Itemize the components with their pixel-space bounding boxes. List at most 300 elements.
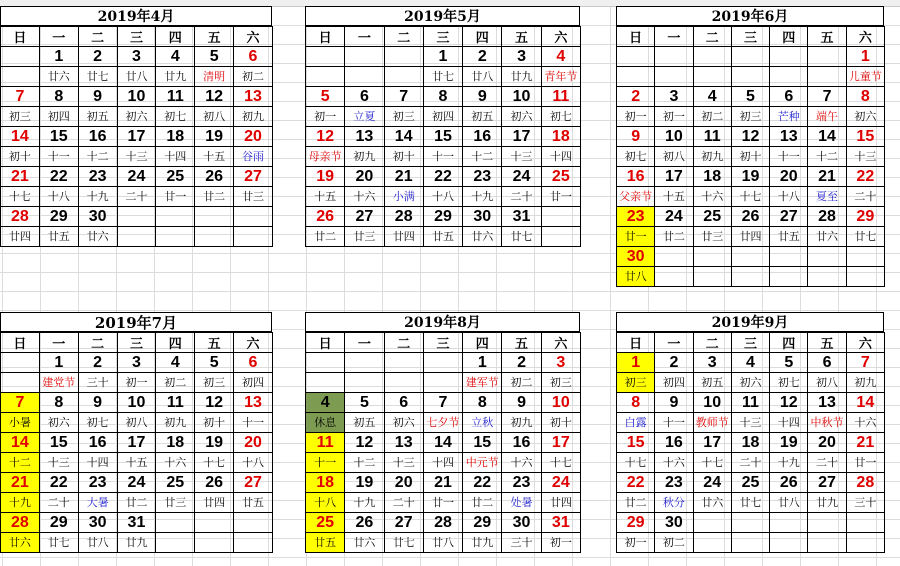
empty-cell[interactable] — [1, 47, 40, 67]
lunar-label[interactable]: 廿九 — [156, 67, 195, 87]
lunar-label[interactable]: 初三 — [384, 107, 423, 127]
day-number[interactable]: 12 — [195, 393, 234, 413]
lunar-label[interactable]: 廿三 — [156, 493, 195, 513]
empty-cell[interactable] — [770, 533, 808, 553]
lunar-label[interactable]: 十八 — [423, 187, 462, 207]
lunar-label[interactable]: 廿九 — [808, 493, 846, 513]
lunar-label[interactable]: 母亲节 — [306, 147, 345, 167]
day-number[interactable]: 17 — [693, 433, 731, 453]
day-number[interactable]: 13 — [808, 393, 846, 413]
day-number[interactable]: 23 — [617, 207, 655, 227]
weekday-header[interactable]: 六 — [234, 27, 273, 47]
day-number[interactable]: 6 — [234, 353, 273, 373]
lunar-label[interactable]: 十二 — [345, 453, 384, 473]
day-number[interactable]: 2 — [655, 353, 693, 373]
day-number[interactable]: 31 — [541, 513, 580, 533]
day-number[interactable]: 14 — [846, 393, 884, 413]
day-number[interactable]: 3 — [693, 353, 731, 373]
empty-cell[interactable] — [846, 533, 884, 553]
lunar-label[interactable]: 初三 — [617, 373, 655, 393]
lunar-label[interactable]: 教师节 — [693, 413, 731, 433]
day-number[interactable]: 4 — [306, 393, 345, 413]
lunar-label[interactable]: 三十 — [846, 493, 884, 513]
lunar-label[interactable]: 初八 — [808, 373, 846, 393]
lunar-label[interactable]: 十一 — [770, 147, 808, 167]
lunar-label[interactable]: 十五 — [195, 147, 234, 167]
day-number[interactable]: 19 — [731, 167, 769, 187]
day-number[interactable]: 28 — [808, 207, 846, 227]
day-number[interactable]: 15 — [463, 433, 502, 453]
day-number[interactable]: 22 — [423, 167, 462, 187]
lunar-label[interactable]: 廿八 — [770, 493, 808, 513]
empty-cell[interactable] — [234, 227, 273, 247]
lunar-label[interactable]: 廿五 — [306, 533, 345, 553]
day-number[interactable]: 19 — [195, 127, 234, 147]
day-number[interactable]: 12 — [195, 87, 234, 107]
day-number[interactable]: 30 — [655, 513, 693, 533]
day-number[interactable]: 13 — [345, 127, 384, 147]
day-number[interactable]: 28 — [1, 207, 40, 227]
day-number[interactable]: 23 — [463, 167, 502, 187]
empty-cell[interactable] — [195, 513, 234, 533]
day-number[interactable]: 10 — [117, 87, 156, 107]
lunar-label[interactable]: 七夕节 — [423, 413, 462, 433]
lunar-label[interactable]: 谷雨 — [234, 147, 273, 167]
weekday-header[interactable]: 四 — [770, 27, 808, 47]
empty-cell[interactable] — [808, 67, 846, 87]
lunar-label[interactable]: 二十 — [502, 187, 541, 207]
lunar-label[interactable]: 初二 — [156, 373, 195, 393]
lunar-label[interactable]: 廿二 — [655, 227, 693, 247]
lunar-label[interactable]: 初二 — [693, 107, 731, 127]
lunar-label[interactable]: 廿六 — [78, 227, 117, 247]
day-number[interactable]: 6 — [808, 353, 846, 373]
weekday-header[interactable]: 四 — [770, 333, 808, 353]
lunar-label[interactable]: 初五 — [345, 413, 384, 433]
day-number[interactable]: 17 — [117, 433, 156, 453]
lunar-label[interactable]: 十一 — [39, 147, 78, 167]
lunar-label[interactable]: 十三 — [384, 453, 423, 473]
lunar-label[interactable]: 廿七 — [423, 67, 462, 87]
lunar-label[interactable]: 十七 — [617, 453, 655, 473]
lunar-label[interactable]: 初一 — [655, 107, 693, 127]
lunar-label[interactable]: 十三 — [117, 147, 156, 167]
day-number[interactable]: 11 — [156, 393, 195, 413]
lunar-label[interactable]: 三十 — [78, 373, 117, 393]
day-number[interactable]: 17 — [541, 433, 580, 453]
lunar-label[interactable]: 廿二 — [463, 493, 502, 513]
weekday-header[interactable]: 三 — [117, 333, 156, 353]
lunar-label[interactable]: 十二 — [808, 147, 846, 167]
lunar-label[interactable]: 十八 — [39, 187, 78, 207]
day-number[interactable]: 4 — [156, 47, 195, 67]
lunar-label[interactable]: 初九 — [502, 413, 541, 433]
day-number[interactable]: 12 — [306, 127, 345, 147]
lunar-label[interactable]: 儿童节 — [846, 67, 884, 87]
weekday-header[interactable]: 一 — [39, 27, 78, 47]
lunar-label[interactable]: 初三 — [1, 107, 40, 127]
lunar-label[interactable]: 十八 — [234, 453, 273, 473]
lunar-label[interactable]: 初六 — [117, 107, 156, 127]
day-number[interactable]: 10 — [502, 87, 541, 107]
weekday-header[interactable]: 日 — [1, 27, 40, 47]
day-number[interactable]: 22 — [846, 167, 884, 187]
lunar-label[interactable]: 初七 — [770, 373, 808, 393]
weekday-header[interactable]: 五 — [808, 333, 846, 353]
day-number[interactable]: 20 — [770, 167, 808, 187]
day-number[interactable]: 26 — [195, 473, 234, 493]
day-number[interactable]: 28 — [846, 473, 884, 493]
weekday-header[interactable]: 六 — [846, 333, 884, 353]
day-number[interactable]: 9 — [655, 393, 693, 413]
weekday-header[interactable]: 三 — [117, 27, 156, 47]
lunar-label[interactable]: 初二 — [655, 533, 693, 553]
lunar-label[interactable]: 初七 — [78, 413, 117, 433]
empty-cell[interactable] — [808, 533, 846, 553]
lunar-label[interactable]: 十六 — [655, 453, 693, 473]
lunar-label[interactable]: 廿七 — [731, 493, 769, 513]
empty-cell[interactable] — [306, 47, 345, 67]
empty-cell[interactable] — [770, 247, 808, 267]
lunar-label[interactable]: 二十 — [846, 187, 884, 207]
day-number[interactable]: 23 — [78, 167, 117, 187]
day-number[interactable]: 15 — [423, 127, 462, 147]
day-number[interactable]: 1 — [39, 47, 78, 67]
lunar-label[interactable]: 初三 — [195, 373, 234, 393]
empty-cell[interactable] — [808, 47, 846, 67]
lunar-label[interactable]: 廿七 — [846, 227, 884, 247]
lunar-label[interactable]: 立秋 — [463, 413, 502, 433]
lunar-label[interactable]: 初八 — [655, 147, 693, 167]
lunar-label[interactable]: 芒种 — [770, 107, 808, 127]
lunar-label[interactable]: 初八 — [117, 413, 156, 433]
lunar-label[interactable]: 廿一 — [541, 187, 580, 207]
day-number[interactable]: 2 — [502, 353, 541, 373]
weekday-header[interactable]: 五 — [195, 333, 234, 353]
day-number[interactable]: 21 — [384, 167, 423, 187]
lunar-label[interactable]: 廿二 — [306, 227, 345, 247]
lunar-label[interactable]: 十三 — [502, 147, 541, 167]
weekday-header[interactable]: 一 — [655, 27, 693, 47]
day-number[interactable]: 16 — [502, 433, 541, 453]
empty-cell[interactable] — [770, 47, 808, 67]
day-number[interactable]: 25 — [156, 473, 195, 493]
empty-cell[interactable] — [384, 373, 423, 393]
lunar-label[interactable]: 廿三 — [693, 227, 731, 247]
lunar-label[interactable]: 廿四 — [195, 493, 234, 513]
lunar-label[interactable]: 十九 — [1, 493, 40, 513]
lunar-label[interactable]: 夏至 — [808, 187, 846, 207]
empty-cell[interactable] — [808, 513, 846, 533]
weekday-header[interactable]: 二 — [693, 333, 731, 353]
empty-cell[interactable] — [306, 353, 345, 373]
lunar-label[interactable]: 廿八 — [117, 67, 156, 87]
lunar-label[interactable]: 二十 — [731, 453, 769, 473]
day-number[interactable]: 29 — [39, 207, 78, 227]
day-number[interactable]: 6 — [234, 47, 273, 67]
empty-cell[interactable] — [770, 513, 808, 533]
lunar-label[interactable]: 十六 — [502, 453, 541, 473]
lunar-label[interactable]: 初四 — [423, 107, 462, 127]
day-number[interactable]: 26 — [345, 513, 384, 533]
day-number[interactable]: 1 — [423, 47, 462, 67]
day-number[interactable]: 7 — [808, 87, 846, 107]
day-number[interactable]: 24 — [117, 473, 156, 493]
lunar-label[interactable]: 十五 — [655, 187, 693, 207]
lunar-label[interactable]: 初四 — [39, 107, 78, 127]
day-number[interactable]: 28 — [384, 207, 423, 227]
empty-cell[interactable] — [234, 207, 273, 227]
lunar-label[interactable]: 十八 — [306, 493, 345, 513]
empty-cell[interactable] — [156, 513, 195, 533]
empty-cell[interactable] — [693, 513, 731, 533]
empty-cell[interactable] — [345, 373, 384, 393]
lunar-label[interactable]: 二十 — [117, 187, 156, 207]
empty-cell[interactable] — [384, 47, 423, 67]
day-number[interactable]: 27 — [345, 207, 384, 227]
lunar-label[interactable]: 初一 — [617, 533, 655, 553]
empty-cell[interactable] — [731, 267, 769, 287]
weekday-header[interactable]: 日 — [617, 27, 655, 47]
day-number[interactable]: 17 — [655, 167, 693, 187]
day-number[interactable]: 13 — [384, 433, 423, 453]
day-number[interactable]: 20 — [234, 127, 273, 147]
lunar-label[interactable]: 小满 — [384, 187, 423, 207]
day-number[interactable]: 1 — [617, 353, 655, 373]
day-number[interactable]: 7 — [1, 87, 40, 107]
weekday-header[interactable]: 六 — [541, 333, 580, 353]
day-number[interactable]: 1 — [846, 47, 884, 67]
lunar-label[interactable]: 廿一 — [617, 227, 655, 247]
day-number[interactable]: 20 — [345, 167, 384, 187]
empty-cell[interactable] — [234, 513, 273, 533]
day-number[interactable]: 27 — [234, 473, 273, 493]
empty-cell[interactable] — [693, 533, 731, 553]
lunar-label[interactable]: 休息 — [306, 413, 345, 433]
day-number[interactable]: 12 — [770, 393, 808, 413]
lunar-label[interactable]: 十一 — [306, 453, 345, 473]
day-number[interactable]: 23 — [655, 473, 693, 493]
day-number[interactable]: 8 — [39, 87, 78, 107]
day-number[interactable]: 29 — [463, 513, 502, 533]
empty-cell[interactable] — [655, 247, 693, 267]
lunar-label[interactable]: 初七 — [617, 147, 655, 167]
empty-cell[interactable] — [693, 267, 731, 287]
weekday-header[interactable]: 一 — [655, 333, 693, 353]
day-number[interactable]: 3 — [117, 353, 156, 373]
day-number[interactable]: 9 — [463, 87, 502, 107]
lunar-label[interactable]: 初一 — [617, 107, 655, 127]
lunar-label[interactable]: 初七 — [541, 107, 580, 127]
lunar-label[interactable]: 秋分 — [655, 493, 693, 513]
weekday-header[interactable]: 一 — [39, 333, 78, 353]
lunar-label[interactable]: 十三 — [846, 147, 884, 167]
day-number[interactable]: 20 — [808, 433, 846, 453]
empty-cell[interactable] — [693, 67, 731, 87]
lunar-label[interactable]: 初四 — [234, 373, 273, 393]
day-number[interactable]: 16 — [78, 127, 117, 147]
empty-cell[interactable] — [617, 47, 655, 67]
lunar-label[interactable]: 初十 — [731, 147, 769, 167]
empty-cell[interactable] — [693, 47, 731, 67]
empty-cell[interactable] — [808, 267, 846, 287]
day-number[interactable]: 14 — [1, 433, 40, 453]
lunar-label[interactable]: 十二 — [463, 147, 502, 167]
weekday-header[interactable]: 二 — [384, 27, 423, 47]
weekday-header[interactable]: 六 — [846, 27, 884, 47]
day-number[interactable]: 26 — [195, 167, 234, 187]
day-number[interactable]: 30 — [617, 247, 655, 267]
lunar-label[interactable]: 廿六 — [345, 533, 384, 553]
day-number[interactable]: 30 — [463, 207, 502, 227]
empty-cell[interactable] — [195, 533, 234, 553]
weekday-header[interactable]: 四 — [463, 333, 502, 353]
lunar-label[interactable]: 建党节 — [39, 373, 78, 393]
day-number[interactable]: 29 — [617, 513, 655, 533]
lunar-label[interactable]: 廿九 — [117, 533, 156, 553]
lunar-label[interactable]: 十七 — [541, 453, 580, 473]
lunar-label[interactable]: 十四 — [156, 147, 195, 167]
day-number[interactable]: 30 — [78, 513, 117, 533]
lunar-label[interactable]: 初三 — [541, 373, 580, 393]
lunar-label[interactable]: 廿八 — [78, 533, 117, 553]
weekday-header[interactable]: 日 — [306, 333, 345, 353]
day-number[interactable]: 5 — [770, 353, 808, 373]
day-number[interactable]: 7 — [1, 393, 40, 413]
day-number[interactable]: 24 — [655, 207, 693, 227]
lunar-label[interactable]: 廿一 — [156, 187, 195, 207]
lunar-label[interactable]: 廿七 — [502, 227, 541, 247]
day-number[interactable]: 21 — [1, 473, 40, 493]
day-number[interactable]: 24 — [541, 473, 580, 493]
day-number[interactable]: 7 — [384, 87, 423, 107]
lunar-label[interactable]: 初十 — [384, 147, 423, 167]
day-number[interactable]: 2 — [78, 353, 117, 373]
empty-cell[interactable] — [655, 267, 693, 287]
day-number[interactable]: 17 — [502, 127, 541, 147]
weekday-header[interactable]: 二 — [78, 333, 117, 353]
lunar-label[interactable]: 十六 — [846, 413, 884, 433]
lunar-label[interactable]: 廿七 — [384, 533, 423, 553]
lunar-label[interactable]: 初十 — [1, 147, 40, 167]
empty-cell[interactable] — [655, 67, 693, 87]
empty-cell[interactable] — [655, 47, 693, 67]
day-number[interactable]: 8 — [423, 87, 462, 107]
lunar-label[interactable]: 初九 — [234, 107, 273, 127]
weekday-header[interactable]: 三 — [731, 333, 769, 353]
lunar-label[interactable]: 十三 — [731, 413, 769, 433]
day-number[interactable]: 8 — [463, 393, 502, 413]
empty-cell[interactable] — [846, 267, 884, 287]
lunar-label[interactable]: 十一 — [655, 413, 693, 433]
day-number[interactable]: 6 — [770, 87, 808, 107]
day-number[interactable]: 15 — [39, 433, 78, 453]
empty-cell[interactable] — [541, 207, 580, 227]
day-number[interactable]: 5 — [345, 393, 384, 413]
day-number[interactable]: 2 — [463, 47, 502, 67]
lunar-label[interactable]: 廿三 — [345, 227, 384, 247]
lunar-label[interactable]: 十二 — [78, 147, 117, 167]
day-number[interactable]: 27 — [808, 473, 846, 493]
empty-cell[interactable] — [156, 227, 195, 247]
day-number[interactable]: 16 — [617, 167, 655, 187]
lunar-label[interactable]: 十四 — [423, 453, 462, 473]
day-number[interactable]: 8 — [617, 393, 655, 413]
empty-cell[interactable] — [1, 67, 40, 87]
day-number[interactable]: 20 — [384, 473, 423, 493]
day-number[interactable]: 25 — [156, 167, 195, 187]
lunar-label[interactable]: 十八 — [770, 187, 808, 207]
day-number[interactable]: 18 — [693, 167, 731, 187]
day-number[interactable]: 15 — [39, 127, 78, 147]
lunar-label[interactable]: 廿九 — [463, 533, 502, 553]
lunar-label[interactable]: 十三 — [39, 453, 78, 473]
lunar-label[interactable]: 初四 — [655, 373, 693, 393]
weekday-header[interactable]: 五 — [502, 27, 541, 47]
day-number[interactable]: 11 — [693, 127, 731, 147]
lunar-label[interactable]: 初六 — [39, 413, 78, 433]
lunar-label[interactable]: 处暑 — [502, 493, 541, 513]
day-number[interactable]: 6 — [345, 87, 384, 107]
weekday-header[interactable]: 四 — [156, 27, 195, 47]
day-number[interactable]: 11 — [306, 433, 345, 453]
lunar-label[interactable]: 十一 — [423, 147, 462, 167]
empty-cell[interactable] — [423, 353, 462, 373]
day-number[interactable]: 28 — [1, 513, 40, 533]
day-number[interactable]: 27 — [770, 207, 808, 227]
lunar-label[interactable]: 中秋节 — [808, 413, 846, 433]
lunar-label[interactable]: 廿四 — [731, 227, 769, 247]
day-number[interactable]: 18 — [541, 127, 580, 147]
lunar-label[interactable]: 十五 — [117, 453, 156, 473]
day-number[interactable]: 22 — [39, 167, 78, 187]
day-number[interactable]: 16 — [655, 433, 693, 453]
day-number[interactable]: 15 — [846, 127, 884, 147]
lunar-label[interactable]: 清明 — [195, 67, 234, 87]
empty-cell[interactable] — [731, 67, 769, 87]
day-number[interactable]: 7 — [423, 393, 462, 413]
day-number[interactable]: 1 — [39, 353, 78, 373]
day-number[interactable]: 11 — [156, 87, 195, 107]
lunar-label[interactable]: 十六 — [345, 187, 384, 207]
lunar-label[interactable]: 初六 — [502, 107, 541, 127]
empty-cell[interactable] — [156, 533, 195, 553]
lunar-label[interactable]: 廿七 — [78, 67, 117, 87]
empty-cell[interactable] — [770, 267, 808, 287]
day-number[interactable]: 10 — [693, 393, 731, 413]
weekday-header[interactable]: 日 — [306, 27, 345, 47]
empty-cell[interactable] — [195, 227, 234, 247]
empty-cell[interactable] — [306, 373, 345, 393]
weekday-header[interactable]: 二 — [384, 333, 423, 353]
empty-cell[interactable] — [1, 353, 40, 373]
lunar-label[interactable]: 父亲节 — [617, 187, 655, 207]
day-number[interactable]: 19 — [195, 433, 234, 453]
day-number[interactable]: 9 — [502, 393, 541, 413]
weekday-header[interactable]: 一 — [345, 27, 384, 47]
empty-cell[interactable] — [345, 67, 384, 87]
lunar-label[interactable]: 初六 — [731, 373, 769, 393]
day-number[interactable]: 13 — [234, 87, 273, 107]
weekday-header[interactable]: 五 — [808, 27, 846, 47]
lunar-label[interactable]: 十四 — [78, 453, 117, 473]
day-number[interactable]: 14 — [1, 127, 40, 147]
lunar-label[interactable]: 十七 — [195, 453, 234, 473]
lunar-label[interactable]: 十一 — [234, 413, 273, 433]
lunar-label[interactable]: 廿六 — [808, 227, 846, 247]
day-number[interactable]: 8 — [846, 87, 884, 107]
empty-cell[interactable] — [345, 353, 384, 373]
